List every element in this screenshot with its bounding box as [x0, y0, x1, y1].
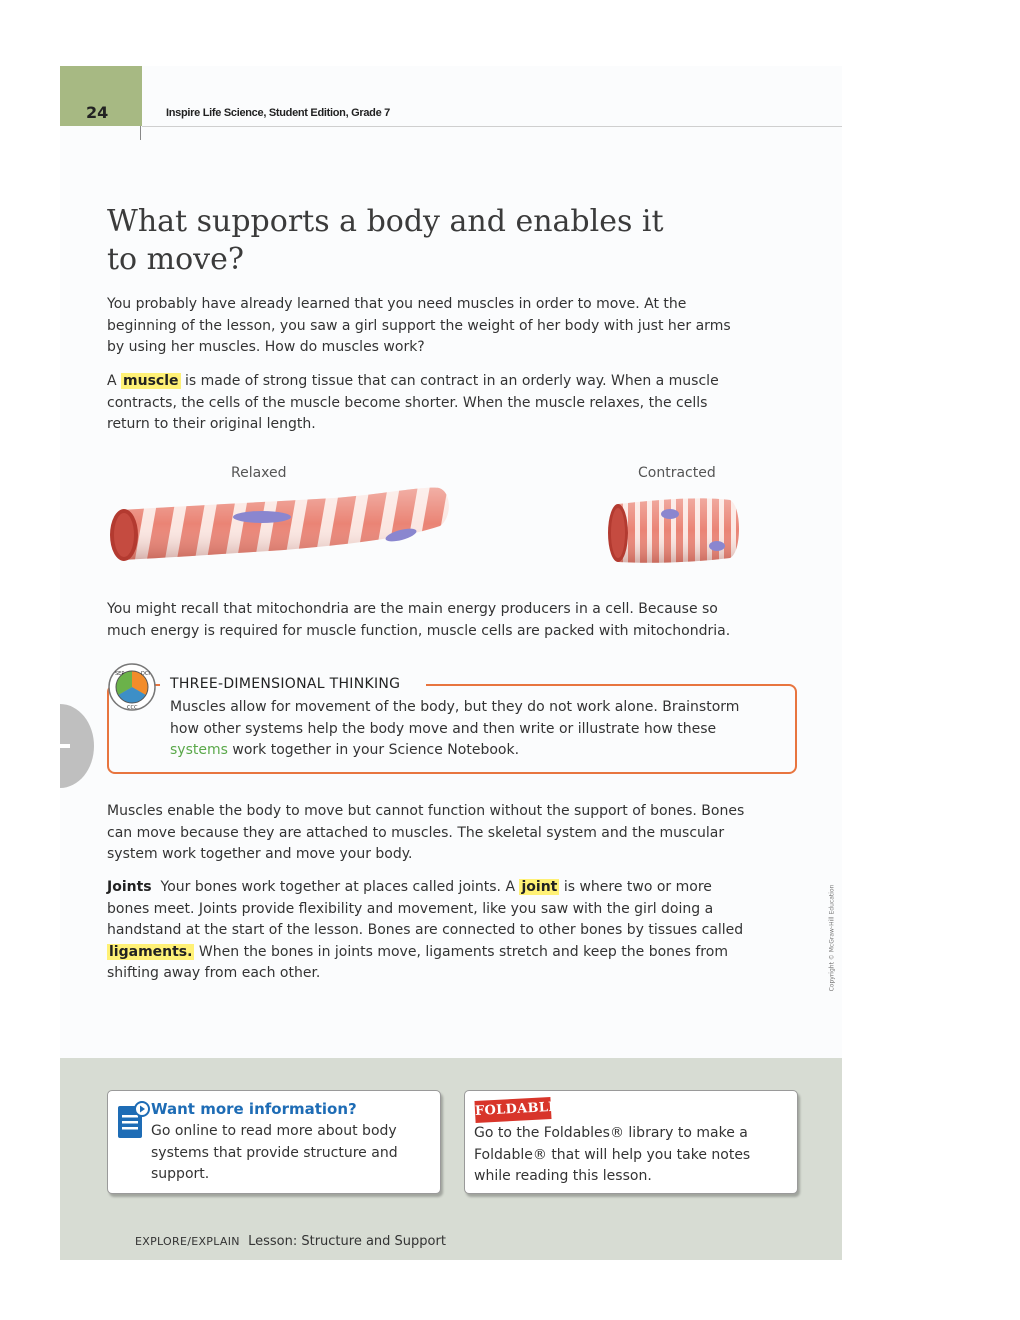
icon-label-sep: SEP — [115, 671, 125, 677]
muscle-text-before: A — [107, 373, 117, 389]
foldables-logo: FOLDABLES — [474, 1097, 551, 1123]
mitochondria-paragraph: You might recall that mitochondria are the main energy producers in a cell. Because so much energy is required for muscle function, muscle cells are packed with mitochondria. — [107, 601, 731, 639]
three-dimensional-thinking-text — [170, 697, 770, 762]
joints-text-part2: is where two or more bones meet. Joints provide flexibility and movement, like you saw with the girl doing a handstand at the start of the lesson. Bones are connected to other bones by tissues called — [107, 879, 744, 938]
more-information-link[interactable]: Want more information? — [151, 1100, 357, 1118]
contracted-muscle-cell-image — [604, 494, 744, 564]
contracted-label: Contracted — [638, 465, 716, 481]
section-title: What supports a body and enables it to move? — [107, 204, 664, 277]
footer-lesson: Lesson: Structure and Support — [248, 1234, 446, 1249]
joints-paragraph — [107, 877, 747, 985]
icon-label-dci: DCI — [141, 671, 150, 677]
glossary-term-muscle[interactable]: muscle — [123, 373, 179, 389]
tdt-text-before: Muscles allow for movement of the body, but they do not work alone. Brainstorm how other systems help the body move and then write or illustrate how these — [170, 699, 740, 737]
three-dimensional-icon — [107, 662, 157, 712]
copyright-notice: Copyright © McGraw-Hill Education — [828, 884, 836, 992]
page-number: 24 — [86, 103, 109, 122]
header-rule — [142, 126, 842, 127]
relaxed-muscle-cell-image — [104, 480, 454, 566]
muscle-text-after: is made of strong tissue that can contract in an orderly way. When a muscle contracts, the cells of the muscle become shorter. When the muscle relaxes, the cells return to their original length. — [107, 373, 719, 432]
bones-paragraph: Muscles enable the body to move but cannot function without the support of bones. Bones can move because they are attached to muscles. The skeletal system and the muscular system work together and move your body. — [107, 803, 745, 862]
joints-text-part3: When the bones in joints move, ligaments stretch and keep the bones from shifting away from each other. — [107, 943, 728, 981]
joints-lead-term: Joints — [107, 879, 152, 895]
glossary-term-systems[interactable]: systems — [170, 742, 228, 758]
book-title: Inspire Life Science, Student Edition, Grade 7 — [166, 107, 390, 119]
document-info-icon — [116, 1100, 150, 1140]
icon-label-ccc: CCC — [127, 705, 138, 711]
header-tick — [140, 126, 141, 140]
relaxed-label: Relaxed — [231, 465, 287, 481]
three-dimensional-thinking-heading: THREE-DIMENSIONAL THINKING — [170, 676, 401, 692]
tdt-text-after: work together in your Science Notebook. — [232, 742, 520, 758]
intro-paragraph: You probably have already learned that you need muscles in order to move. At the beginning of the lesson, you saw a girl support the weight of her body with just her arms by using her muscles. How do muscles work? — [107, 296, 731, 355]
side-tab — [60, 704, 94, 788]
glossary-term-ligaments[interactable]: ligaments. — [109, 943, 193, 960]
more-information-text: Go online to read more about body systems that provide structure and support. — [151, 1123, 398, 1182]
footer-section: EXPLORE/EXPLAIN — [135, 1235, 240, 1248]
footer-lesson-line — [135, 1234, 446, 1249]
foldables-text: Go to the Foldables® library to make a Foldable® that will help you take notes while reading this lesson. — [474, 1125, 751, 1184]
joints-text-part1: Your bones work together at places called joints. A — [160, 879, 516, 895]
glossary-term-joint[interactable]: joint — [521, 879, 558, 895]
muscle-paragraph — [107, 371, 747, 436]
